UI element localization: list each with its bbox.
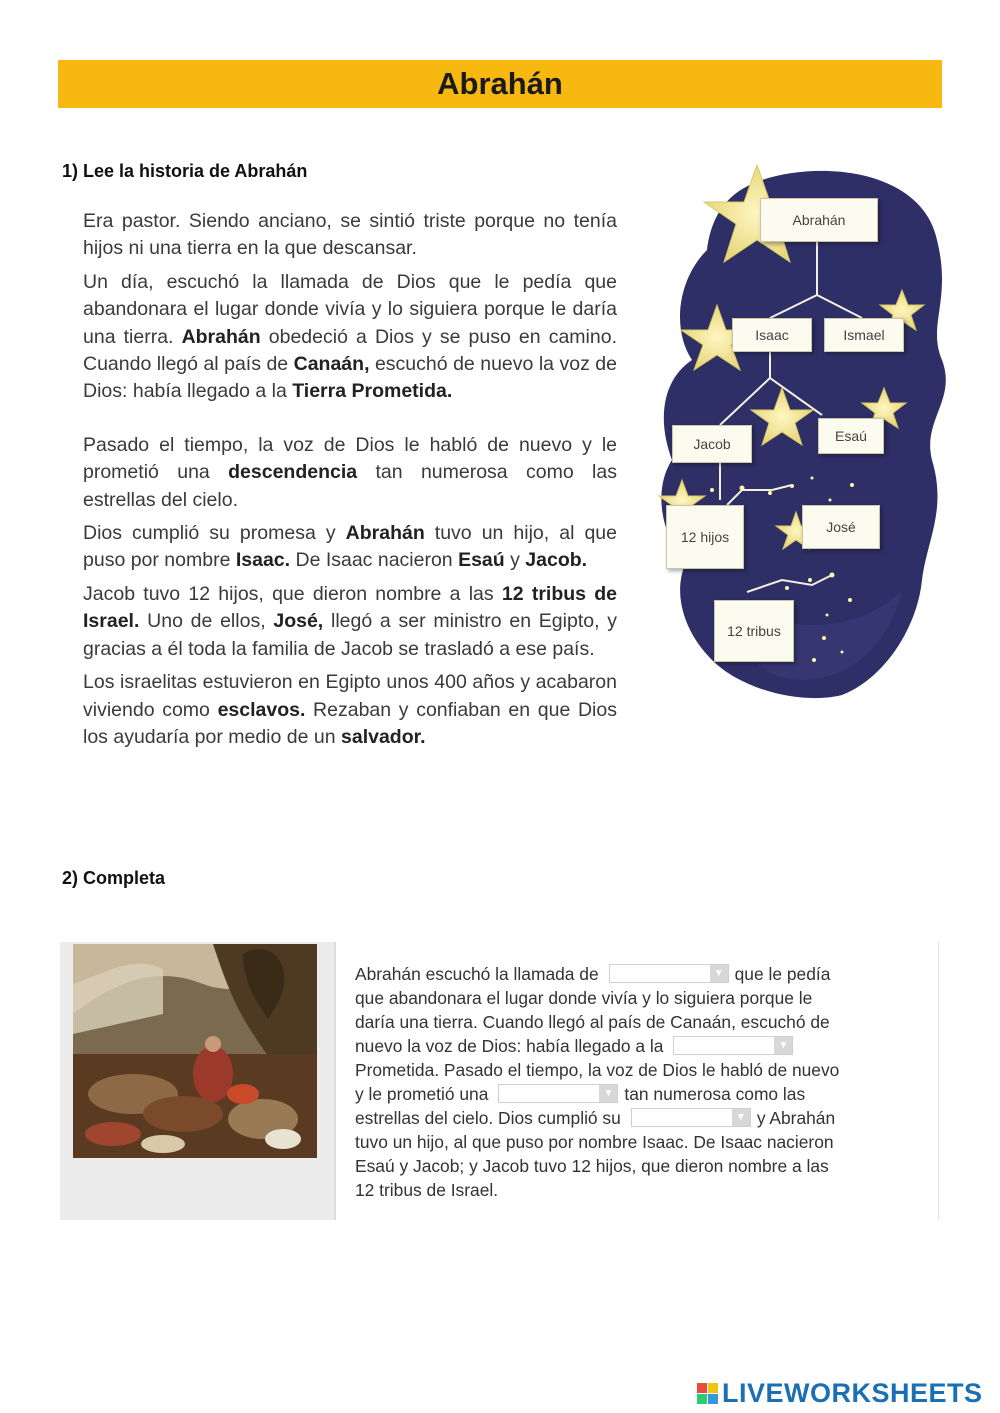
story-bold-term: Canaán, bbox=[293, 353, 370, 376]
liveworksheets-logo bbox=[697, 1378, 983, 1408]
story-paragraph bbox=[83, 581, 617, 663]
story-text-segment: y bbox=[504, 549, 526, 572]
story-text-segment: escuchó de nuevo la voz de Dios: había llegado a la bbox=[83, 353, 618, 403]
story-paragraph bbox=[83, 520, 617, 575]
exercise-text: y Abrahán bbox=[756, 1108, 836, 1128]
tree-card-abrahan: Abrahán bbox=[760, 198, 878, 242]
story-text-segment: De Isaac nacieron bbox=[290, 549, 459, 572]
tree-card-12-tribus: 12 tribus bbox=[714, 600, 794, 662]
dropdown-arrow-icon: ▼ bbox=[732, 1109, 750, 1126]
exercise-text: nuevo la voz de Dios: había llegado a la bbox=[355, 1036, 664, 1056]
story-text bbox=[83, 208, 617, 757]
story-bold-term: Jacob. bbox=[525, 549, 588, 572]
exercise-text: Prometida. Pasado el tiempo, la voz de Dios le habló de nuevo bbox=[355, 1060, 840, 1080]
story-text-segment: tuvo un hijo, al que puso por nombre bbox=[83, 522, 617, 572]
story-text-segment: Era pastor. Siendo anciano, se sintió triste porque no tenía hijos ni una tierra en la que descansar. bbox=[83, 210, 617, 260]
logo-wordmark: LIVEWORKSHEETS bbox=[722, 1377, 983, 1408]
story-text-segment: obedeció a Dios y se puso en camino. Cuando llegó al país de bbox=[83, 325, 617, 376]
fill-in-exercise bbox=[355, 962, 925, 1202]
tree-card-12-hijos: 12 hijos bbox=[666, 505, 744, 569]
answer-dropdown-1[interactable] bbox=[609, 964, 729, 983]
exercise-text: y le prometió una bbox=[355, 1084, 489, 1104]
story-bold-term: Esaú bbox=[458, 549, 505, 572]
story-bold-term: Abrahán bbox=[181, 325, 261, 348]
tree-card-ismael: Ismael bbox=[824, 318, 904, 352]
story-bold-term: salvador. bbox=[341, 725, 426, 748]
story-bold-term: José, bbox=[273, 610, 324, 633]
story-bold-term: 12 tribus de Israel. bbox=[83, 582, 618, 633]
section-2-heading: 2) Completa bbox=[62, 868, 166, 888]
story-bold-term: esclavos. bbox=[217, 698, 306, 721]
exercise-text: tuvo un hijo, al que puso por nombre Isaac. De Isaac nacieron bbox=[355, 1132, 834, 1152]
tree-card-jacob: Jacob bbox=[672, 425, 752, 463]
story-text-segment: Dios cumplió su promesa y bbox=[83, 522, 346, 545]
exercise-text: daría una tierra. Cuando llegó al país de Canaán, escuchó de bbox=[355, 1012, 830, 1032]
story-text-segment: Rezaban y confiaban en que Dios los ayudaría por medio de un bbox=[83, 698, 617, 748]
tree-card-esau: Esaú bbox=[818, 418, 884, 454]
panel-edge bbox=[938, 942, 939, 1220]
tree-card-jose: José bbox=[802, 505, 880, 549]
story-text-segment: tan numerosa como las estrellas del cielo. bbox=[83, 461, 617, 511]
story-paragraph bbox=[83, 669, 617, 751]
exercise-text: tan numerosa como las bbox=[624, 1084, 806, 1104]
panel-divider bbox=[334, 942, 336, 1220]
story-text-segment: Uno de ellos, bbox=[139, 610, 274, 633]
abraham-journey-painting bbox=[73, 944, 317, 1158]
story-text-segment: Un día, escuchó la llamada de Dios que le pedía que abandonara el lugar donde vivía y lo siguiera porque le daría una tierra. bbox=[83, 270, 617, 348]
story-paragraph bbox=[83, 269, 617, 406]
section-1-heading: 1) Lee la historia de Abrahán bbox=[62, 161, 308, 181]
story-bold-term: Abrahán bbox=[345, 522, 425, 545]
answer-dropdown-2[interactable] bbox=[673, 1036, 793, 1055]
exercise-text: que le pedía bbox=[734, 964, 831, 984]
tree-card-isaac: Isaac bbox=[732, 318, 812, 352]
exercise-text: que abandonara el lugar donde vivía y lo siguiera porque le bbox=[355, 988, 813, 1008]
family-tree-illustration bbox=[652, 160, 952, 700]
story-text-segment: Pasado el tiempo, la voz de Dios le habló de nuevo y le prometió una bbox=[83, 433, 617, 484]
answer-dropdown-4[interactable] bbox=[631, 1108, 751, 1127]
story-text-segment: llegó a ser ministro en Egipto, y gracias a él toda la familia de Jacob se trasladó a ese país. bbox=[83, 610, 617, 660]
logo-mark-icon bbox=[697, 1383, 718, 1404]
exercise-text: Esaú y Jacob; y Jacob tuvo 12 hijos, que dieron nombre a las bbox=[355, 1156, 829, 1176]
story-bold-term: Tierra Prometida. bbox=[292, 380, 453, 403]
exercise-text: 12 tribus de Israel. bbox=[355, 1180, 499, 1200]
story-text-segment: Los israelitas estuvieron en Egipto unos 400 años y acabaron viviendo como bbox=[83, 671, 617, 721]
title-banner bbox=[58, 60, 942, 108]
exercise-text: Abrahán escuchó la llamada de bbox=[355, 964, 599, 984]
story-bold-term: Isaac. bbox=[235, 549, 291, 572]
dropdown-arrow-icon: ▼ bbox=[774, 1037, 792, 1054]
dropdown-arrow-icon: ▼ bbox=[710, 965, 728, 982]
dropdown-arrow-icon: ▼ bbox=[599, 1085, 617, 1102]
story-paragraph bbox=[83, 208, 617, 263]
answer-dropdown-3[interactable] bbox=[498, 1084, 618, 1103]
story-bold-term: descendencia bbox=[228, 461, 358, 484]
page-title: Abrahán bbox=[437, 66, 563, 101]
story-text-segment: Jacob tuvo 12 hijos, que dieron nombre a las bbox=[83, 582, 502, 605]
story-paragraph bbox=[83, 432, 617, 514]
exercise-text: estrellas del cielo. Dios cumplió su bbox=[355, 1108, 621, 1128]
